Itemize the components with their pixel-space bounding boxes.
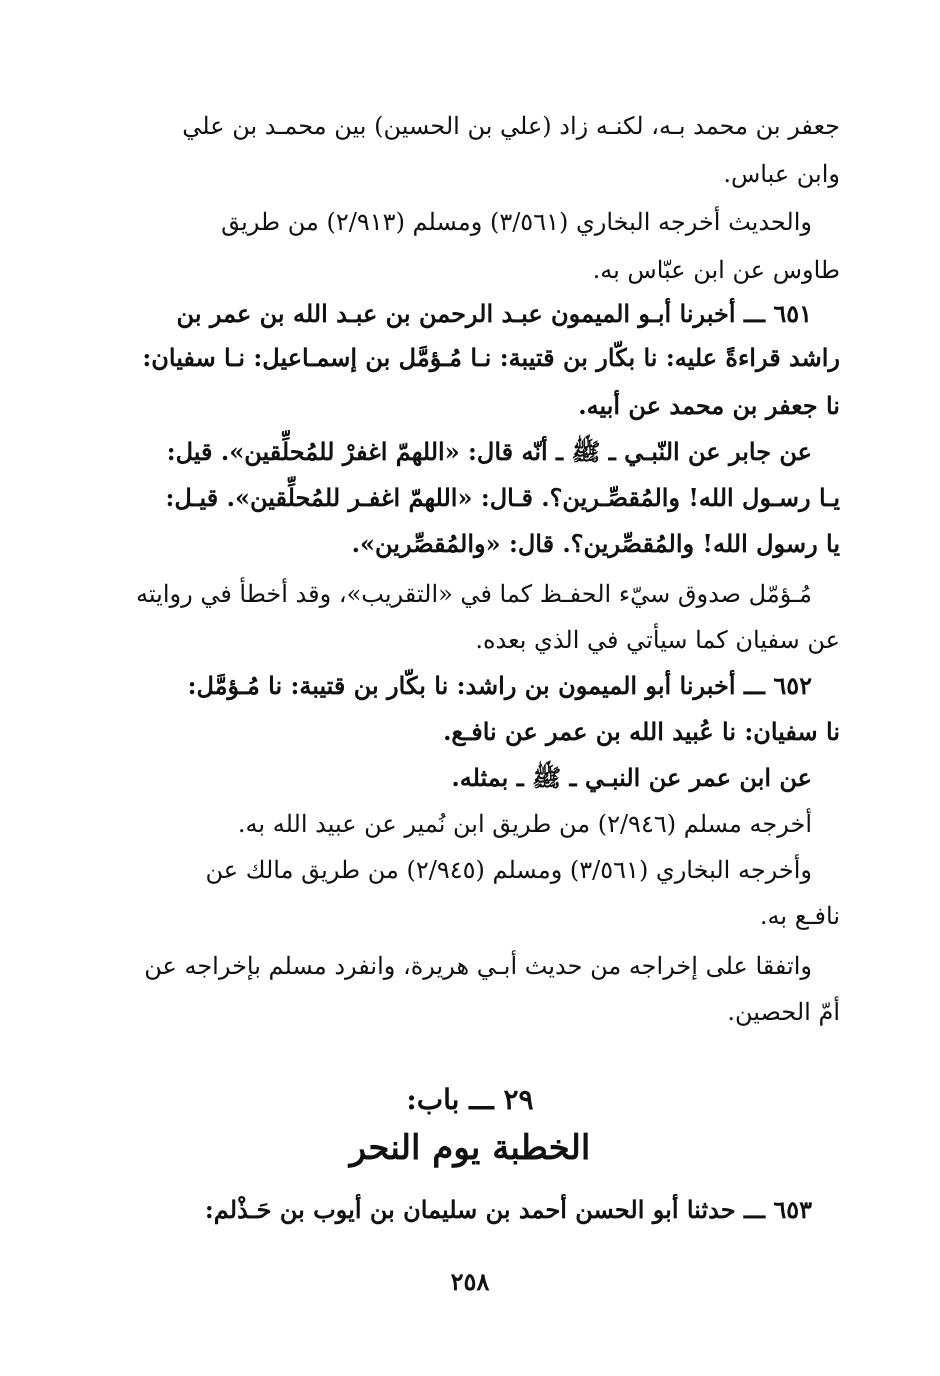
text-line: أخرجه مسلم (٢/٩٤٦) من طريق ابن نُمير عن عبيد الله به. — [237, 810, 812, 838]
text-line: واتفقا على إخراجه من حديث أبـي هريرة، وانفرد مسلم بإخراجه عن — [144, 952, 812, 980]
hadith-651-line: راشد قراءةً عليه: نا بكّار بن قتيبة: نـا مُـؤمَّل بن إسمـاعيل: نـا سفيان: — [142, 343, 840, 372]
chapter-title: الخطبة يوم النحر — [349, 1128, 591, 1168]
hadith-653-line: ٦٥٣ ـــ حدثنا أبو الحسن أحمد بن سليمان بن أيوب بن حَـذْلم: — [204, 1195, 812, 1224]
hadith-652-line: ٦٥٢ ـــ أخبرنا أبو الميمون بن راشد: نا بكّار بن قتيبة: نا مُـؤمَّل: — [187, 671, 812, 700]
hadith-651-line: يا رسول الله! والمُقصِّرين؟. قال: «والمُقصِّرين». — [351, 529, 840, 558]
hadith-652-line: عن ابن عمر عن النبـي ـ ﷺ ـ بمثله. — [451, 763, 812, 792]
text-line: وابن عباس. — [723, 160, 840, 188]
text-line: والحديث أخرجه البخاري (٣/٥٦١) ومسلم (٢/٩١٣) من طريق — [221, 208, 812, 236]
hadith-652-line: نا سفيان: نا عُبيد الله بن عمر عن نافـع. — [443, 717, 840, 746]
chapter-number: ٢٩ ـــ باب: — [406, 1083, 534, 1116]
text-line: أمّ الحصين. — [727, 998, 840, 1026]
text-line: نافـع به. — [759, 902, 840, 930]
text-line: مُـؤمّل صدوق سيّء الحفـظ كما في «التقريب»، وقد أخطأ في روايته — [136, 580, 812, 608]
hadith-651-line: نا جعفر بن محمد عن أبيه. — [578, 391, 840, 420]
text-line: وأخرجه البخاري (٣/٥٦١) ومسلم (٢/٩٤٥) من طريق مالك عن — [205, 856, 812, 884]
page-number: ٢٥٨ — [450, 1267, 490, 1296]
text-line: جعفر بن محمد بـه، لكنـه زاد (علي بن الحسين) بين محمـد بن علي — [182, 112, 840, 140]
text-line: طاوس عن ابن عبّاس به. — [592, 256, 840, 284]
hadith-651-line: ٦٥١ ـــ أخبرنا أبـو الميمون عبـد الرحمن بن عبـد الله بن عمر بن — [176, 299, 812, 328]
hadith-651-line: عن جابر عن النّبـي ـ ﷺ ـ أنّه قال: «اللهمّ اغفرْ للمُحلِّقين». قيل: — [166, 437, 812, 466]
hadith-651-line: يـا رسـول الله! والمُقصِّـرين؟. قـال: «اللهمّ اغفـر للمُحلِّقين». قيـل: — [165, 483, 840, 512]
text-line: عن سفيان كما سيأتي في الذي بعده. — [475, 626, 840, 654]
